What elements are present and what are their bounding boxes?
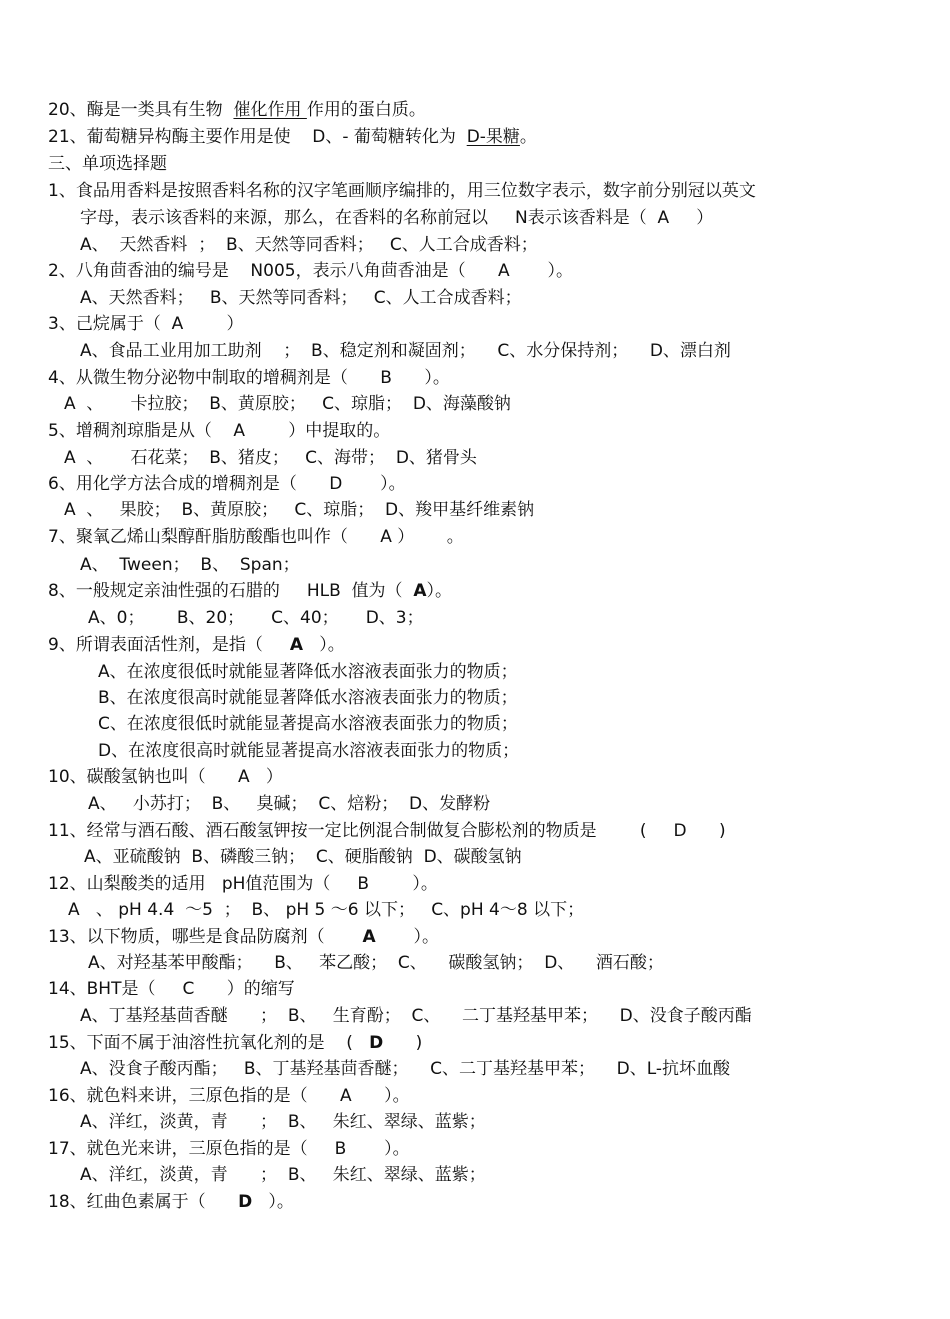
answer-text: D bbox=[369, 1033, 384, 1053]
question-9-option-d: D、在浓度很高时就能显著提高水溶液表面张力的物质； bbox=[98, 741, 520, 761]
question-14-stem: 14、BHT是（ C ）的缩写 bbox=[48, 979, 295, 999]
question-4-stem: 4、从微生物分泌物中制取的增稠剂是（ B ）。 bbox=[48, 368, 450, 388]
question-8-stem: 8、一般规定亲油性强的石腊的 HLB 值为（ A）。 bbox=[48, 581, 453, 601]
question-5-stem: 5、增稠剂琼脂是从（ A ）中提取的。 bbox=[48, 421, 391, 441]
answer-text: A bbox=[289, 635, 304, 655]
question-7-options: A、 Tween； B、 Span； bbox=[80, 555, 300, 575]
question-3-stem: 3、己烷属于（ A ） bbox=[48, 314, 244, 334]
question-11-stem: 11、经常与酒石酸、酒石酸氢钾按一定比例混合制做复合膨松剂的物质是 ( D ) bbox=[48, 821, 726, 841]
fill-blank-20: 20、酶是一类具有生物 催化作用 作用的蛋白质。 bbox=[48, 100, 426, 120]
question-4-options: A 、 卡拉胶； B、黄原胶； C、琼脂； D、海藻酸钠 bbox=[64, 394, 511, 414]
question-12-options: A 、 pH 4.4 ～5 ； B、 pH 5 ～6 以下； C、pH 4～8 以下； bbox=[68, 900, 585, 920]
question-16-stem: 16、就色料来讲，三原色指的是（ A ）。 bbox=[48, 1086, 410, 1106]
question-10-stem: 10、碳酸氢钠也叫（ A ） bbox=[48, 767, 283, 787]
question-1-stem: 1、食品用香料是按照香料名称的汉字笔画顺序编排的，用三位数字表示，数字前分别冠以英文 bbox=[48, 181, 756, 201]
question-1-options: A、 天然香料 ； B、天然等同香料； C、人工合成香料； bbox=[80, 235, 538, 255]
question-15-options: A、没食子酸丙酯； B、丁基羟基茴香醚； C、二丁基羟基甲苯； D、L-抗坏血酸 bbox=[80, 1059, 730, 1079]
answer-text: D bbox=[238, 1192, 253, 1212]
question-12-stem: 12、山梨酸类的适用 pH值范围为（ B ）。 bbox=[48, 874, 438, 894]
question-9-option-c: C、在浓度很低时就能显著提高水溶液表面张力的物质； bbox=[98, 714, 518, 734]
question-10-options: A、 小苏打； B、 臭碱； C、焙粉； D、发酵粉 bbox=[88, 794, 491, 814]
question-2-options: A、天然香料； B、天然等同香料； C、人工合成香料； bbox=[80, 288, 522, 308]
question-1-stem-cont: 字母，表示该香料的来源，那么，在香料的名称前冠以 N表示该香料是（ A ） bbox=[80, 208, 714, 228]
question-3-options: A、食品工业用加工助剂 ； B、稳定剂和凝固剂； C、水分保持剂； D、漂白剂 bbox=[80, 341, 731, 361]
answer-text: A bbox=[362, 927, 376, 947]
question-14-options: A、丁基羟基茴香醚 ； B、 生育酚； C、 二丁基羟基甲苯； D、没食子酸丙酯 bbox=[80, 1006, 752, 1026]
answer-text: D-果糖 bbox=[466, 127, 520, 147]
question-9-stem: 9、所谓表面活性剂，是指（ A ）。 bbox=[48, 635, 345, 655]
question-13-options: A、对羟基苯甲酸酯； B、 苯乙酸； C、 碳酸氢钠； D、 酒石酸； bbox=[88, 953, 664, 973]
answer-text: 催化作用 bbox=[233, 100, 307, 120]
section-heading: 三、单项选择题 bbox=[48, 154, 167, 174]
question-17-stem: 17、就色光来讲，三原色指的是（ B ）。 bbox=[48, 1139, 410, 1159]
question-11-options: A、亚硫酸钠 B、磷酸三钠； C、硬脂酸钠 D、碳酸氢钠 bbox=[84, 847, 522, 867]
question-6-stem: 6、用化学方法合成的增稠剂是（ D ）。 bbox=[48, 474, 406, 494]
question-9-option-a: A、在浓度很低时就能显著降低水溶液表面张力的物质； bbox=[98, 662, 518, 682]
question-18-stem: 18、红曲色素属于（ D ）。 bbox=[48, 1192, 294, 1212]
question-9-option-b: B、在浓度很高时就能显著降低水溶液表面张力的物质； bbox=[98, 688, 518, 708]
question-8-options: A、0； B、20； C、40； D、3； bbox=[88, 608, 424, 628]
fill-blank-21: 21、葡萄糖异构酶主要作用是使 D、- 葡萄糖转化为 D-果糖。 bbox=[48, 127, 537, 147]
answer-text: A bbox=[413, 581, 427, 601]
question-5-options: A 、 石花菜； B、猪皮； C、海带； D、猪骨头 bbox=[64, 448, 477, 468]
question-2-stem: 2、八角茴香油的编号是 N005，表示八角茴香油是（ A ）。 bbox=[48, 261, 573, 281]
question-7-stem: 7、聚氧乙烯山梨醇酐脂肪酸酯也叫作（ A ） 。 bbox=[48, 527, 464, 547]
question-17-options: A、洋红，淡黄，青 ； B、 朱红、翠绿、蓝紫； bbox=[80, 1165, 486, 1185]
question-15-stem: 15、下面不属于油溶性抗氧化剂的是 ( D ) bbox=[48, 1033, 423, 1053]
question-16-options: A、洋红，淡黄，青 ； B、 朱红、翠绿、蓝紫； bbox=[80, 1112, 486, 1132]
question-13-stem: 13、以下物质，哪些是食品防腐剂（ A ）。 bbox=[48, 927, 439, 947]
question-6-options: A 、 果胶； B、黄原胶； C、琼脂； D、羧甲基纤维素钠 bbox=[64, 500, 535, 520]
